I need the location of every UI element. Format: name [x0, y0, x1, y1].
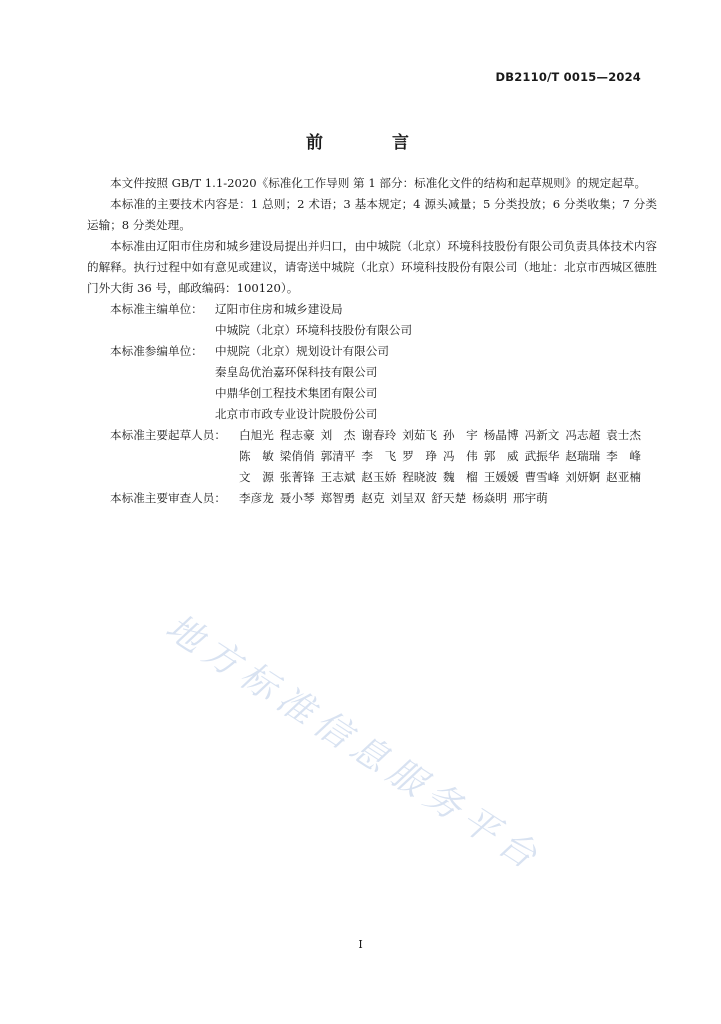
- person-name: 文 源: [239, 470, 274, 484]
- participating-unit-row: [87, 383, 657, 404]
- person-name: 郭 威: [483, 449, 519, 463]
- person-name: 谢春玲: [361, 428, 397, 442]
- chief-unit-row: [87, 299, 657, 320]
- person-name: 白旭光: [239, 428, 274, 442]
- document-code: DB2110/T 0015—2024: [495, 70, 641, 84]
- participating-unit-row: [87, 404, 657, 425]
- paragraph-proposer: 本标准由辽阳市住房和城乡建设局提出并归口，由中城院（北京）环境科技股份有限公司负责具体技术内容的解释。执行过程中如有意见或建议，请寄送中城院（北京）环境科技股份有限公司（地址：北京市西城区德胜门外大街 36 号，邮政编码：100120）。: [87, 239, 657, 295]
- person-name: 杨焱明: [472, 491, 507, 505]
- person-name: 赵克: [361, 491, 385, 505]
- person-name: 李 峰: [606, 449, 641, 463]
- participating-unit: 秦皇岛优治嘉环保科技有限公司: [215, 365, 378, 379]
- person-name: 郑智勇: [320, 491, 356, 505]
- participating-unit-row: [87, 341, 657, 362]
- person-name: 张菁锋: [279, 470, 315, 484]
- person-name: 刘茹飞: [402, 428, 437, 442]
- drafters-row: [87, 425, 657, 488]
- reviewers-label: 本标准主要审查人员：: [110, 491, 226, 505]
- paragraph-main-content: 本标准的主要技术内容是：1 总则；2 术语；3 基本规定；4 源头减量；5 分类投放；6 分类收集；7 分类运输；8 分类处理。: [87, 197, 657, 232]
- person-name: 李 飞: [361, 449, 397, 463]
- drafters-list: [239, 425, 657, 488]
- person-name: 武振华: [524, 449, 560, 463]
- reviewers-row: [87, 488, 657, 509]
- person-name: 聂小琴: [279, 491, 315, 505]
- person-name: 孙 宇: [442, 428, 478, 442]
- person-name: 杨晶博: [483, 428, 519, 442]
- person-name: 冯 伟: [442, 449, 478, 463]
- drafters-label: 本标准主要起草人员：: [110, 428, 226, 442]
- person-name: 赵亚楠: [606, 470, 641, 484]
- participating-units-label: 本标准参编单位：: [110, 344, 203, 358]
- participating-unit: 中鼎华创工程技术集团有限公司: [215, 386, 378, 400]
- person-name: 陈 敏: [239, 449, 274, 463]
- person-name: 赵瑞瑞: [565, 449, 601, 463]
- participating-unit: 中规院（北京）规划设计有限公司: [215, 344, 389, 358]
- watermark: 地方标准信息服务平台: [158, 606, 550, 881]
- person-name: 刘妍婀: [565, 470, 601, 484]
- person-name: 王媛媛: [483, 470, 519, 484]
- foreword-body: [87, 173, 657, 509]
- person-name: 罗 琤: [402, 449, 437, 463]
- person-name: 魏 榴: [442, 470, 478, 484]
- person-name: 程志豪: [279, 428, 315, 442]
- chief-unit: 辽阳市住房和城乡建设局: [215, 302, 343, 316]
- person-name: 程晓波: [402, 470, 437, 484]
- reviewers-list: [239, 488, 657, 509]
- person-name: 王志斌: [320, 470, 356, 484]
- person-name: 舒天楚: [431, 491, 467, 505]
- person-name: 刘呈双: [390, 491, 426, 505]
- person-name: 郭清平: [320, 449, 356, 463]
- person-name: 刘 杰: [320, 428, 356, 442]
- person-name: 袁士杰: [606, 428, 641, 442]
- person-name: 李彦龙: [239, 491, 274, 505]
- person-name: 曹雪峰: [524, 470, 560, 484]
- participating-unit: 北京市市政专业设计院股份公司: [215, 407, 378, 421]
- page-number: I: [358, 938, 363, 951]
- person-name: 赵玉娇: [361, 470, 397, 484]
- person-name: 邢宇萌: [512, 491, 548, 505]
- paragraph-drafting-basis: 本文件按照 GB/T 1.1-2020《标准化工作导则 第 1 部分：标准化文件的结构和起草规则》的规定起草。: [110, 176, 647, 190]
- person-name: 梁俏俏: [279, 449, 315, 463]
- chief-unit-row: [87, 320, 657, 341]
- person-name: 冯志超: [565, 428, 601, 442]
- person-name: 冯新文: [524, 428, 560, 442]
- page-title: 前 言: [306, 133, 435, 153]
- chief-units-label: 本标准主编单位：: [110, 302, 203, 316]
- participating-unit-row: [87, 362, 657, 383]
- chief-unit: 中城院（北京）环境科技股份有限公司: [215, 323, 413, 337]
